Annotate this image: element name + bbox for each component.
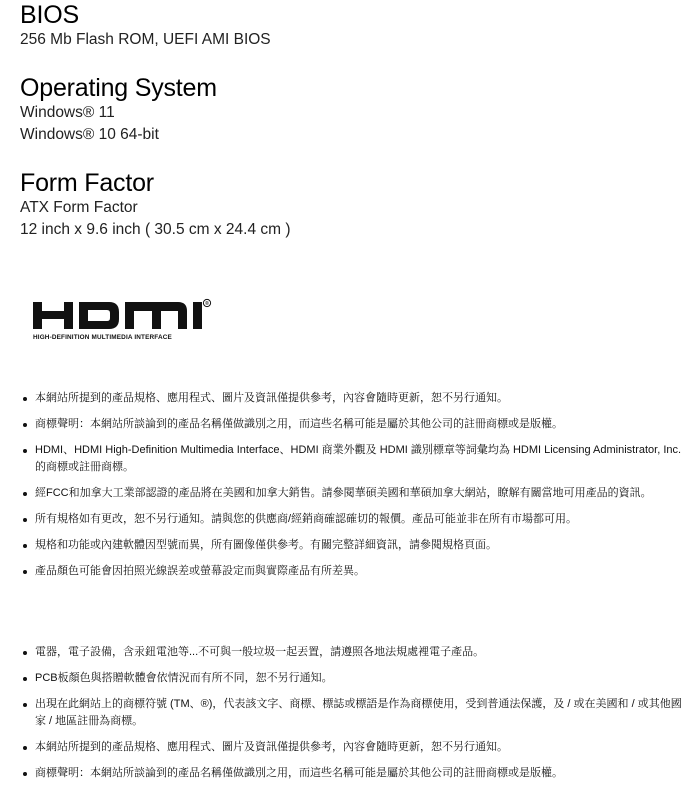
spec-value: 12 inch x 9.6 inch ( 30.5 cm x 24.4 cm )	[20, 221, 291, 238]
list-item: 出現在此網站上的商標符號 (TM、®)，代表該文字、商標、標誌或標語是作為商標使用，受到普通法保護，及 / 或在美國和 / 或其他國家 / 地區註冊為商標。	[20, 696, 692, 730]
spec-section-form-factor	[20, 170, 680, 241]
spec-title: Operating System	[20, 74, 217, 102]
list-item: PCB板顏色與搭贈軟體會依情況而有所不同，恕不另行通知。	[20, 670, 692, 687]
spec-title: BIOS	[20, 1, 79, 29]
disclaimer-list	[20, 390, 692, 589]
spec-value: Windows® 11	[20, 104, 115, 121]
spec-value: Windows® 10 64-bit	[20, 126, 159, 143]
list-item: 本網站所提到的產品規格、應用程式、圖片及資訊僅提供參考，內容會隨時更新，恕不另行通知。	[20, 739, 692, 756]
registered-mark: ®	[205, 301, 209, 307]
list-item: 規格和功能或內建軟體因型號而異，所有圖像僅供參考。有關完整詳細資訊，請參閱規格頁面。	[20, 537, 692, 554]
spec-value: 256 Mb Flash ROM, UEFI AMI BIOS	[20, 31, 271, 48]
list-item: 經FCC和加拿大工業部認證的產品將在美國和加拿大銷售。請參閱華碩美國和華碩加拿大網站，瞭解有關當地可用產品的資訊。	[20, 485, 692, 502]
spec-value: ATX Form Factor	[20, 199, 138, 216]
spec-section-bios	[20, 2, 680, 51]
hdmi-wordmark-icon	[33, 298, 213, 332]
list-item: HDMI、HDMI High-Definition Multimedia Interface、HDMI 商業外觀及 HDMI 識別標章等詞彙均為 HDMI Licensing Administrator, Inc. 的商標或註冊商標。	[20, 442, 692, 476]
list-item: 商標聲明：本網站所談論到的產品名稱僅做識別之用，而這些名稱可能是屬於其他公司的註冊商標或是版權。	[20, 416, 692, 433]
list-item: 所有規格如有更改，恕不另行通知。請與您的供應商/經銷商確認確切的報價。產品可能並非在所有市場都可用。	[20, 511, 692, 528]
list-item: 本網站所提到的產品規格、應用程式、圖片及資訊僅提供參考，內容會隨時更新，恕不另行通知。	[20, 390, 692, 407]
spec-title: Form Factor	[20, 169, 154, 197]
hdmi-logo	[33, 298, 213, 348]
list-item: 商標聲明：本網站所談論到的產品名稱僅做識別之用，而這些名稱可能是屬於其他公司的註冊商標或是版權。	[20, 765, 692, 782]
hdmi-tagline: HIGH-DEFINITION MULTIMEDIA INTERFACE	[33, 334, 172, 341]
spec-section-os	[20, 75, 680, 146]
legal-notice-list	[20, 644, 692, 791]
list-item: 電器，電子設備，含汞鈕電池等...不可與一般垃圾一起丟置，請遵照各地法規處裡電子產品。	[20, 644, 692, 661]
list-item: 產品顏色可能會因拍照光線誤差或螢幕設定而與實際產品有所差異。	[20, 563, 692, 580]
